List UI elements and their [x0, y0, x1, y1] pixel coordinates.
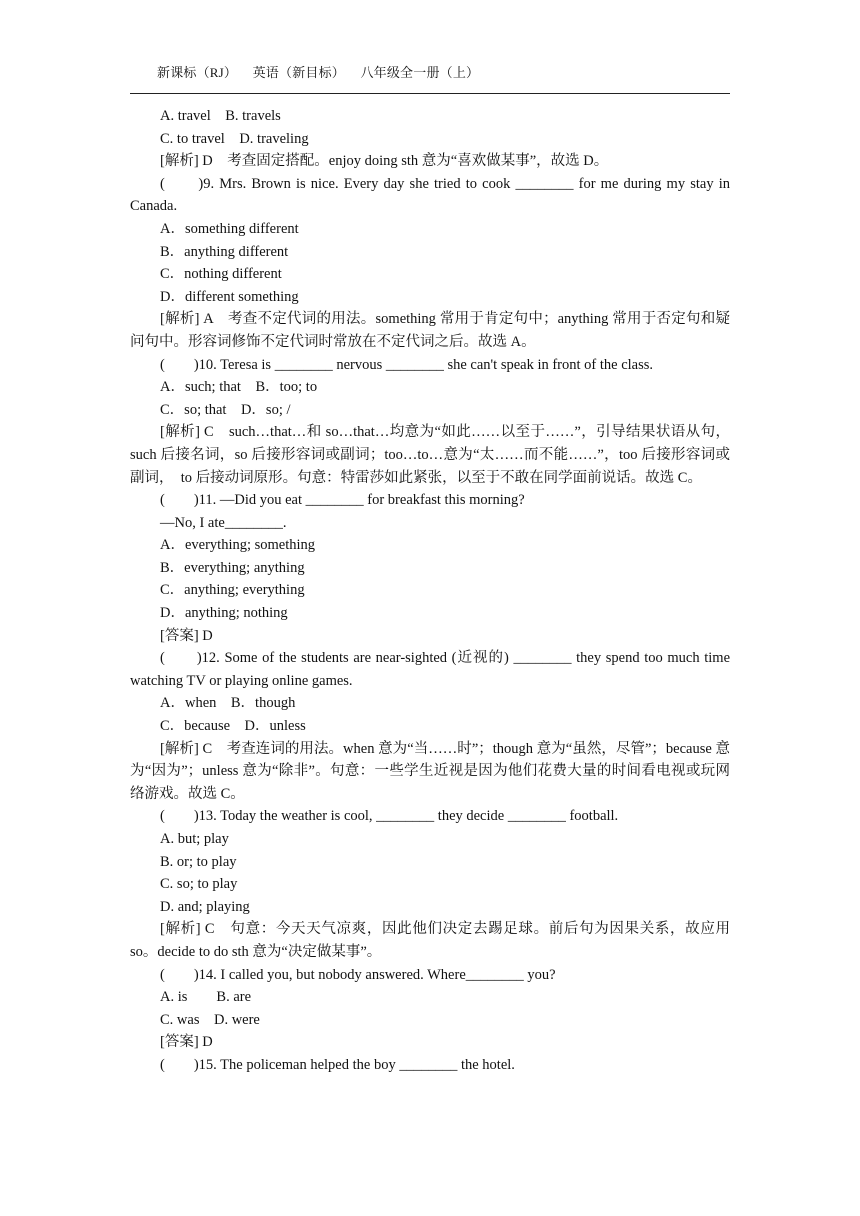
option-line: C．so; that D．so; /	[160, 401, 291, 418]
explanation-paragraph: [解析] D 考查固定搭配。enjoy doing sth 意为“喜欢做某事”，故选 D。	[160, 153, 609, 170]
document-body	[130, 105, 730, 1077]
page-header	[157, 62, 491, 81]
header-grade: 八年级全一册（上）	[360, 65, 480, 80]
option-line: A．when B．though	[160, 695, 296, 712]
question-14: ( )14. I called you, but nobody answered. Where________ you?	[160, 966, 556, 983]
question-13: ( )13. Today the weather is cool, ________ they decide ________ football.	[160, 808, 619, 825]
explanation-paragraph: [解析] C 考查连词的用法。when 意为“当……时”；though 意为“虽然，尽管”；because 意为“因为”；unless 意为“除非”。句意：一些学生近视是因为他们花费大量的时间看电视或玩网络游戏。故选 C。	[130, 740, 730, 802]
option-line: A．everything; something	[160, 537, 316, 554]
option-line: A．such; that B．too; to	[160, 379, 318, 396]
explanation-paragraph: [解析] A 考查不定代词的用法。something 常用于肯定句中；anything 常用于否定句和疑问句中。形容词修饰不定代词时常放在不定代词之后。故选 A。	[130, 311, 730, 350]
option-line: B. or; to play	[160, 853, 237, 870]
answer-line: [答案] D	[160, 627, 213, 644]
dialogue-line: —No, I ate________.	[160, 514, 287, 531]
option-line: D. and; playing	[160, 898, 250, 915]
option-line: C. so; to play	[160, 876, 238, 893]
option-line: D．different something	[160, 288, 299, 305]
question-12: ( )12. Some of the students are near-sighted (近视的) ________ they spend too much time watching TV or playing online games.	[130, 650, 730, 689]
option-line: B．anything different	[160, 243, 289, 260]
option-line: C. to travel D. traveling	[160, 130, 309, 147]
header-divider	[130, 93, 730, 94]
option-line: A．something different	[160, 220, 299, 237]
option-line: A. travel B. travels	[160, 108, 281, 124]
question-15: ( )15. The policeman helped the boy ________ the hotel.	[160, 1056, 515, 1073]
option-line: A. is B. are	[160, 989, 252, 1006]
option-line: C．because D．unless	[160, 718, 306, 735]
header-series: 新课标（RJ）	[157, 65, 238, 80]
option-line: D．anything; nothing	[160, 605, 288, 622]
option-line: B．everything; anything	[160, 559, 305, 576]
explanation-paragraph: [解析] C 句意：今天天气凉爽，因此他们决定去踢足球。前后句为因果关系，故应用 so。decide to do sth 意为“决定做某事”。	[130, 921, 730, 960]
option-line: C．anything; everything	[160, 582, 305, 599]
header-subject: 英语（新目标）	[252, 65, 345, 80]
question-10: ( )10. Teresa is ________ nervous ________ she can't speak in front of the class.	[160, 356, 654, 373]
question-9: ( )9. Mrs. Brown is nice. Every day she tried to cook ________ for me during my stay in Canada.	[130, 175, 730, 215]
option-line: A. but; play	[160, 831, 229, 847]
option-line: C. was D. were	[160, 1011, 260, 1028]
question-11: ( )11. —Did you eat ________ for breakfast this morning?	[160, 492, 525, 509]
option-line: C．nothing different	[160, 266, 282, 283]
explanation-paragraph: [解析] C such…that…和 so…that…均意为“如此……以至于……”，引导结果状语从句，such 后接名词，so 后接形容词或副词；too…to…意为“太……而不能……”，too 后接形容词或副词， to 后接动词原形。句意：特雷莎如此紧张，以至于不敢在同学面前说话。故选 C。	[130, 424, 730, 486]
answer-line: [答案] D	[160, 1034, 213, 1051]
